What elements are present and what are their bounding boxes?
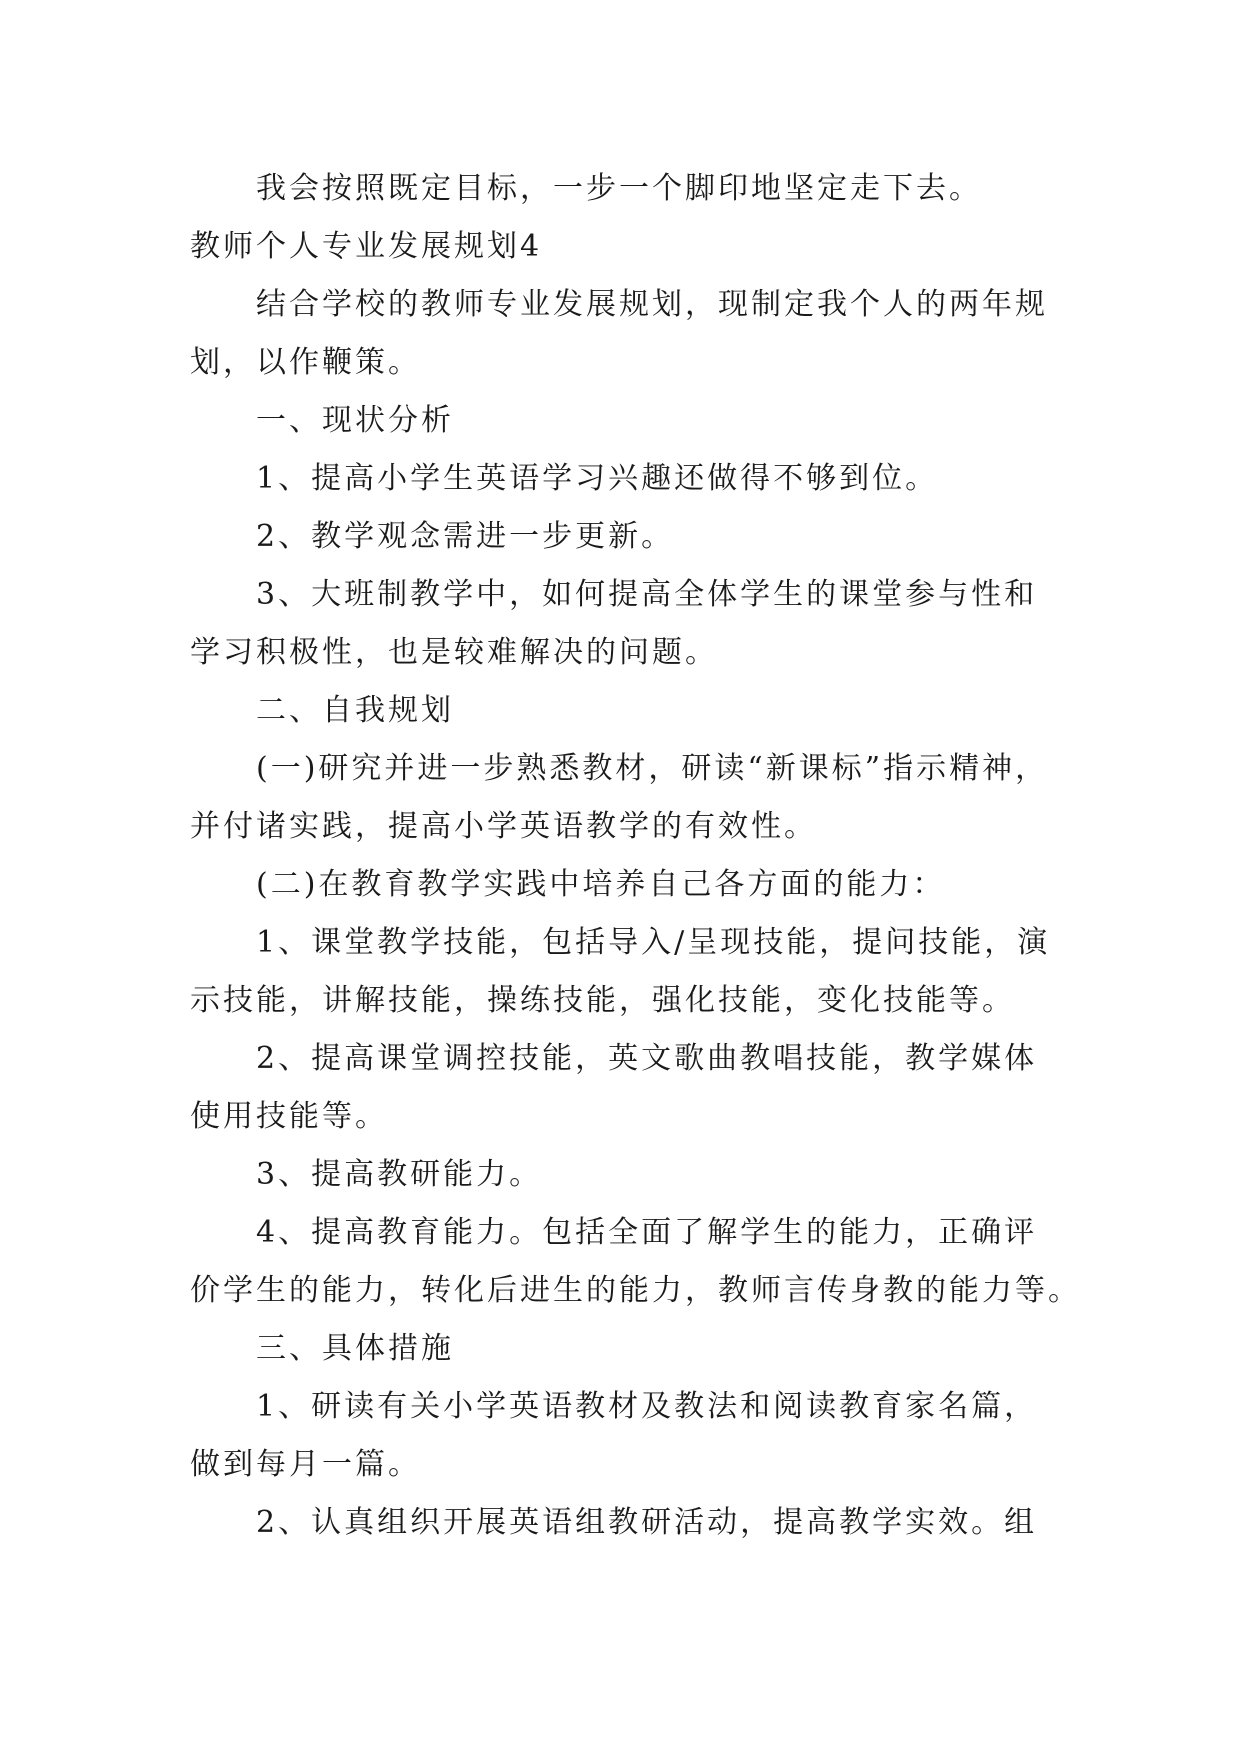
subsection-heading: 三、具体措施 <box>256 1331 454 1366</box>
paragraph-line: 1、课堂教学技能，包括导入/呈现技能，提问技能，演 <box>256 925 1051 960</box>
paragraph-line: 1、研读有关小学英语教材及教法和阅读教育家名篇， <box>256 1389 1038 1424</box>
paragraph-line: 价学生的能力，转化后进生的能力，教师言传身教的能力等。 <box>190 1273 1081 1308</box>
paragraph-line: 使用技能等。 <box>190 1099 388 1134</box>
paragraph-line: (二)在教育教学实践中培养自己各方面的能力： <box>256 867 946 902</box>
paragraph-line: 结合学校的教师专业发展规划，现制定我个人的两年规 <box>256 287 1048 322</box>
paragraph-line: 1、提高小学生英语学习兴趣还做得不够到位。 <box>256 461 939 496</box>
subsection-heading: 二、自我规划 <box>256 693 454 728</box>
subsection-heading: 一、现状分析 <box>256 403 454 438</box>
paragraph-line: 并付诸实践，提高小学英语教学的有效性。 <box>190 809 817 844</box>
paragraph-line: 4、提高教育能力。包括全面了解学生的能力，正确评 <box>256 1215 1038 1250</box>
paragraph-line: 划，以作鞭策。 <box>190 345 421 380</box>
paragraph-line: 我会按照既定目标，一步一个脚印地坚定走下去。 <box>256 171 982 206</box>
paragraph-line: 做到每月一篇。 <box>190 1447 421 1482</box>
paragraph-line: 2、提高课堂调控技能，英文歌曲教唱技能，教学媒体 <box>256 1041 1038 1076</box>
document-body <box>190 160 1081 1552</box>
paragraph-line: 3、大班制教学中，如何提高全体学生的课堂参与性和 <box>256 577 1038 612</box>
paragraph-line: 学习积极性，也是较难解决的问题。 <box>190 635 718 670</box>
paragraph-line: 示技能，讲解技能，操练技能，强化技能，变化技能等。 <box>190 983 1015 1018</box>
section-heading: 教师个人专业发展规划4 <box>190 229 543 264</box>
paragraph-line: (一)研究并进一步熟悉教材，研读“新课标”指示精神， <box>256 751 1049 786</box>
paragraph-line: 3、提高教研能力。 <box>256 1157 543 1192</box>
paragraph-line: 2、认真组织开展英语组教研活动，提高教学实效。组 <box>256 1505 1038 1540</box>
paragraph-line: 2、教学观念需进一步更新。 <box>256 519 675 554</box>
